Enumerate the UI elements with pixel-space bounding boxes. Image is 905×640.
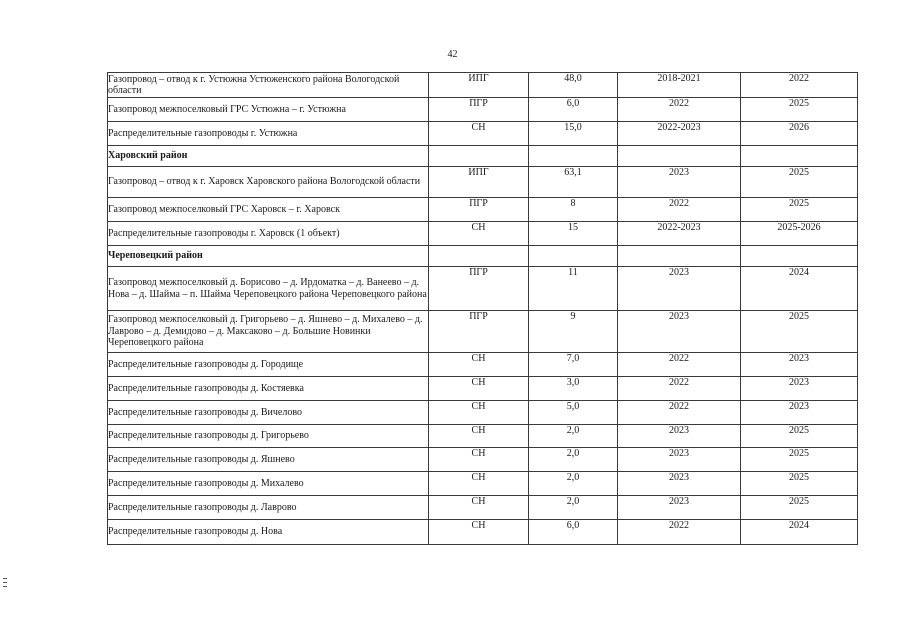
cell-name: Газопровод – отвод к г. Устюжна Устюженского района Вологодской области (108, 73, 429, 98)
cell-construction-period: 2022-2023 (618, 222, 741, 246)
cell-commission-year: 2025 (741, 98, 858, 122)
cell-construction-period: 2023 (618, 311, 741, 353)
cell-length: 2,0 (529, 472, 618, 496)
cell-construction-period: 2022 (618, 377, 741, 401)
cell-construction-period: 2022 (618, 198, 741, 222)
cell-commission-year (741, 246, 858, 267)
table-row (108, 520, 858, 545)
cell-pipeline-type: СН (429, 448, 529, 472)
cell-name: Распределительные газопроводы д. Яшнево (108, 448, 429, 472)
cell-length: 7,0 (529, 353, 618, 377)
cell-length: 15,0 (529, 122, 618, 146)
table-row (108, 198, 858, 222)
cell-commission-year: 2025 (741, 472, 858, 496)
table-row (108, 311, 858, 353)
cell-commission-year: 2025 (741, 198, 858, 222)
cell-name: Газопровод межпоселковый д. Григорьево – д. Яшнево – д. Михалево – д. Лаврово – д. Демидово – д. Максаково – д. Большие Новинки Череповецкого района (108, 311, 429, 353)
cell-commission-year: 2026 (741, 122, 858, 146)
cell-commission-year: 2025 (741, 425, 858, 448)
table-row (108, 167, 858, 198)
cell-name: Распределительные газопроводы д. Михалево (108, 472, 429, 496)
cell-construction-period (618, 246, 741, 267)
table-row (108, 122, 858, 146)
cell-name: Газопровод межпоселковый ГРС Устюжна – г. Устюжна (108, 98, 429, 122)
cell-commission-year: 2025 (741, 167, 858, 198)
cell-pipeline-type: СН (429, 520, 529, 545)
table-body (108, 73, 858, 545)
cell-name: Газопровод – отвод к г. Харовск Харовского района Вологодской области (108, 167, 429, 198)
cell-pipeline-type: СН (429, 472, 529, 496)
district-name: Харовский район (108, 146, 429, 167)
cell-name: Газопровод межпоселковый д. Борисово – д. Ирдоматка – д. Ванеево – д. Нова – д. Шайма – п. Шайма Череповецкого района Череповецкого района (108, 267, 429, 311)
cell-length: 6,0 (529, 98, 618, 122)
cell-commission-year: 2023 (741, 377, 858, 401)
cell-length: 6,0 (529, 520, 618, 545)
cell-commission-year: 2025 (741, 311, 858, 353)
cell-pipeline-type: ПГР (429, 98, 529, 122)
cell-construction-period: 2022 (618, 98, 741, 122)
cell-length (529, 246, 618, 267)
cell-name: Распределительные газопроводы г. Харовск (1 объект) (108, 222, 429, 246)
table-row (108, 472, 858, 496)
cell-commission-year: 2023 (741, 401, 858, 425)
cell-length: 9 (529, 311, 618, 353)
cell-commission-year: 2023 (741, 353, 858, 377)
table-row (108, 448, 858, 472)
cell-construction-period: 2022-2023 (618, 122, 741, 146)
district-name: Череповецкий район (108, 246, 429, 267)
cell-length: 2,0 (529, 496, 618, 520)
cell-name: Распределительные газопроводы д. Вичелово (108, 401, 429, 425)
cell-length: 8 (529, 198, 618, 222)
cell-pipeline-type: ПГР (429, 267, 529, 311)
table-row (108, 401, 858, 425)
cell-pipeline-type: ПГР (429, 198, 529, 222)
table-row (108, 496, 858, 520)
cell-length: 15 (529, 222, 618, 246)
cell-construction-period (618, 146, 741, 167)
cell-name: Распределительные газопроводы д. Григорьево (108, 425, 429, 448)
cell-length: 5,0 (529, 401, 618, 425)
cell-length: 48,0 (529, 73, 618, 98)
table-row (108, 425, 858, 448)
cell-name: Распределительные газопроводы д. Городище (108, 353, 429, 377)
cell-construction-period: 2023 (618, 267, 741, 311)
table-row (108, 353, 858, 377)
cell-commission-year: 2025 (741, 448, 858, 472)
district-header-row (108, 146, 858, 167)
cell-commission-year (741, 146, 858, 167)
cell-length: 63,1 (529, 167, 618, 198)
table-row (108, 222, 858, 246)
cell-construction-period: 2023 (618, 448, 741, 472)
cell-length: 2,0 (529, 448, 618, 472)
cell-name: Распределительные газопроводы г. Устюжна (108, 122, 429, 146)
gas-pipeline-table (107, 72, 858, 545)
margin-mark (3, 578, 7, 587)
cell-pipeline-type: СН (429, 353, 529, 377)
cell-pipeline-type: ИПГ (429, 73, 529, 98)
cell-pipeline-type: ИПГ (429, 167, 529, 198)
cell-pipeline-type: СН (429, 222, 529, 246)
table-row (108, 377, 858, 401)
cell-construction-period: 2022 (618, 401, 741, 425)
cell-commission-year: 2024 (741, 520, 858, 545)
cell-construction-period: 2022 (618, 520, 741, 545)
cell-pipeline-type: ПГР (429, 311, 529, 353)
cell-commission-year: 2022 (741, 73, 858, 98)
cell-length: 11 (529, 267, 618, 311)
cell-construction-period: 2023 (618, 496, 741, 520)
cell-name: Газопровод межпоселковый ГРС Харовск – г. Харовск (108, 198, 429, 222)
cell-length (529, 146, 618, 167)
cell-construction-period: 2023 (618, 425, 741, 448)
cell-pipeline-type: СН (429, 425, 529, 448)
cell-name: Распределительные газопроводы д. Костяевка (108, 377, 429, 401)
cell-length: 2,0 (529, 425, 618, 448)
cell-pipeline-type: СН (429, 496, 529, 520)
cell-pipeline-type: СН (429, 122, 529, 146)
district-header-row (108, 246, 858, 267)
cell-construction-period: 2023 (618, 472, 741, 496)
table-row (108, 98, 858, 122)
cell-commission-year: 2025-2026 (741, 222, 858, 246)
cell-pipeline-type: СН (429, 401, 529, 425)
cell-name: Распределительные газопроводы д. Лаврово (108, 496, 429, 520)
cell-commission-year: 2025 (741, 496, 858, 520)
table-row (108, 73, 858, 98)
table-row (108, 267, 858, 311)
cell-length: 3,0 (529, 377, 618, 401)
cell-construction-period: 2018-2021 (618, 73, 741, 98)
cell-construction-period: 2022 (618, 353, 741, 377)
cell-pipeline-type (429, 246, 529, 267)
cell-name: Распределительные газопроводы д. Нова (108, 520, 429, 545)
page-number: 42 (447, 49, 458, 60)
cell-pipeline-type (429, 146, 529, 167)
cell-pipeline-type: СН (429, 377, 529, 401)
cell-construction-period: 2023 (618, 167, 741, 198)
cell-commission-year: 2024 (741, 267, 858, 311)
